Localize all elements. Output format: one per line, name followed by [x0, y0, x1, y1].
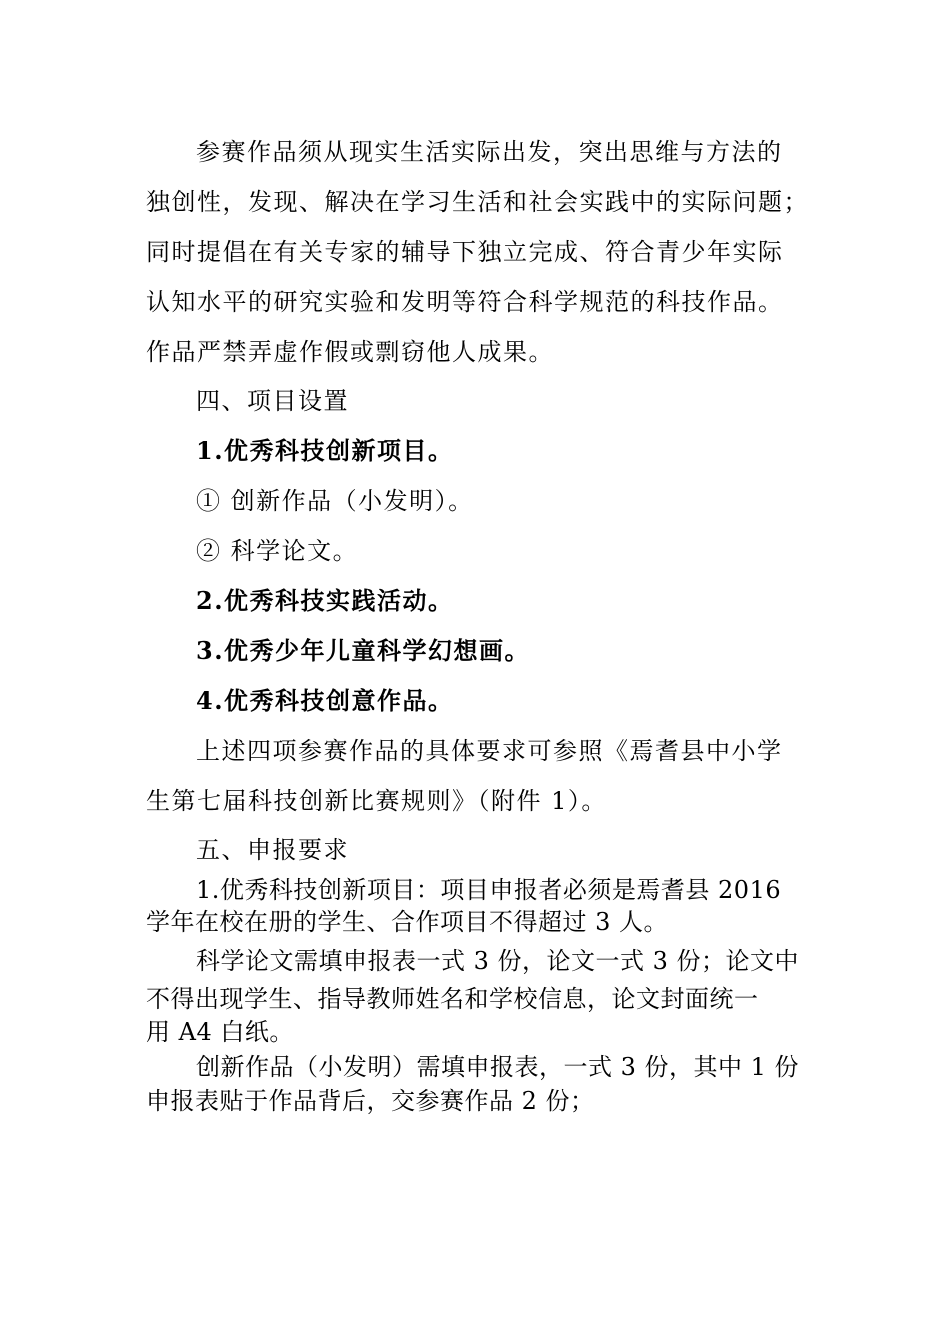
list-sub-item: ② 科学论文。: [196, 537, 359, 565]
section-heading: 四、项目设置: [196, 387, 349, 415]
paragraph-line: 学年在校在册的学生、合作项目不得超过 3 人。: [146, 908, 669, 936]
paragraph-line: 申报表贴于作品背后，交参赛作品 2 份；: [146, 1087, 595, 1115]
section-heading: 五、申报要求: [196, 836, 349, 864]
paragraph-line: 1.优秀科技创新项目：项目申报者必须是焉耆县 2016: [196, 876, 782, 904]
list-sub-item: ① 创新作品（小发明）。: [196, 487, 474, 515]
paragraph-line: 参赛作品须从现实生活实际出发，突出思维与方法的: [196, 138, 783, 166]
paragraph-line: 同时提倡在有关专家的辅导下独立完成、符合青少年实际: [146, 238, 784, 266]
paragraph-line: 创新作品（小发明）需填申报表，一式 3 份，其中 1 份: [196, 1053, 800, 1081]
list-item-heading: 2.优秀科技实践活动。: [196, 586, 454, 615]
paragraph-line: 作品严禁弄虚作假或剽窃他人成果。: [146, 338, 554, 366]
list-item-heading: 3.优秀少年儿童科学幻想画。: [196, 636, 531, 665]
list-item-heading: 1.优秀科技创新项目。: [196, 436, 454, 465]
paragraph-line: 科学论文需填申报表一式 3 份，论文一式 3 份；论文中: [196, 947, 800, 975]
list-item-heading: 4.优秀科技创意作品。: [196, 686, 454, 715]
paragraph-line: 独创性，发现、解决在学习生活和社会实践中的实际问题；: [146, 188, 809, 216]
paragraph-line: 上述四项参赛作品的具体要求可参照《焉耆县中小学: [196, 737, 783, 765]
paragraph-line: 用 A4 白纸。: [146, 1018, 294, 1046]
paragraph-line: 认知水平的研究实验和发明等符合科学规范的科技作品。: [146, 288, 784, 316]
paragraph-line: 生第七届科技创新比赛规则》（附件 1）。: [146, 787, 607, 815]
paragraph-line: 不得出现学生、指导教师姓名和学校信息，论文封面统一: [146, 985, 759, 1013]
